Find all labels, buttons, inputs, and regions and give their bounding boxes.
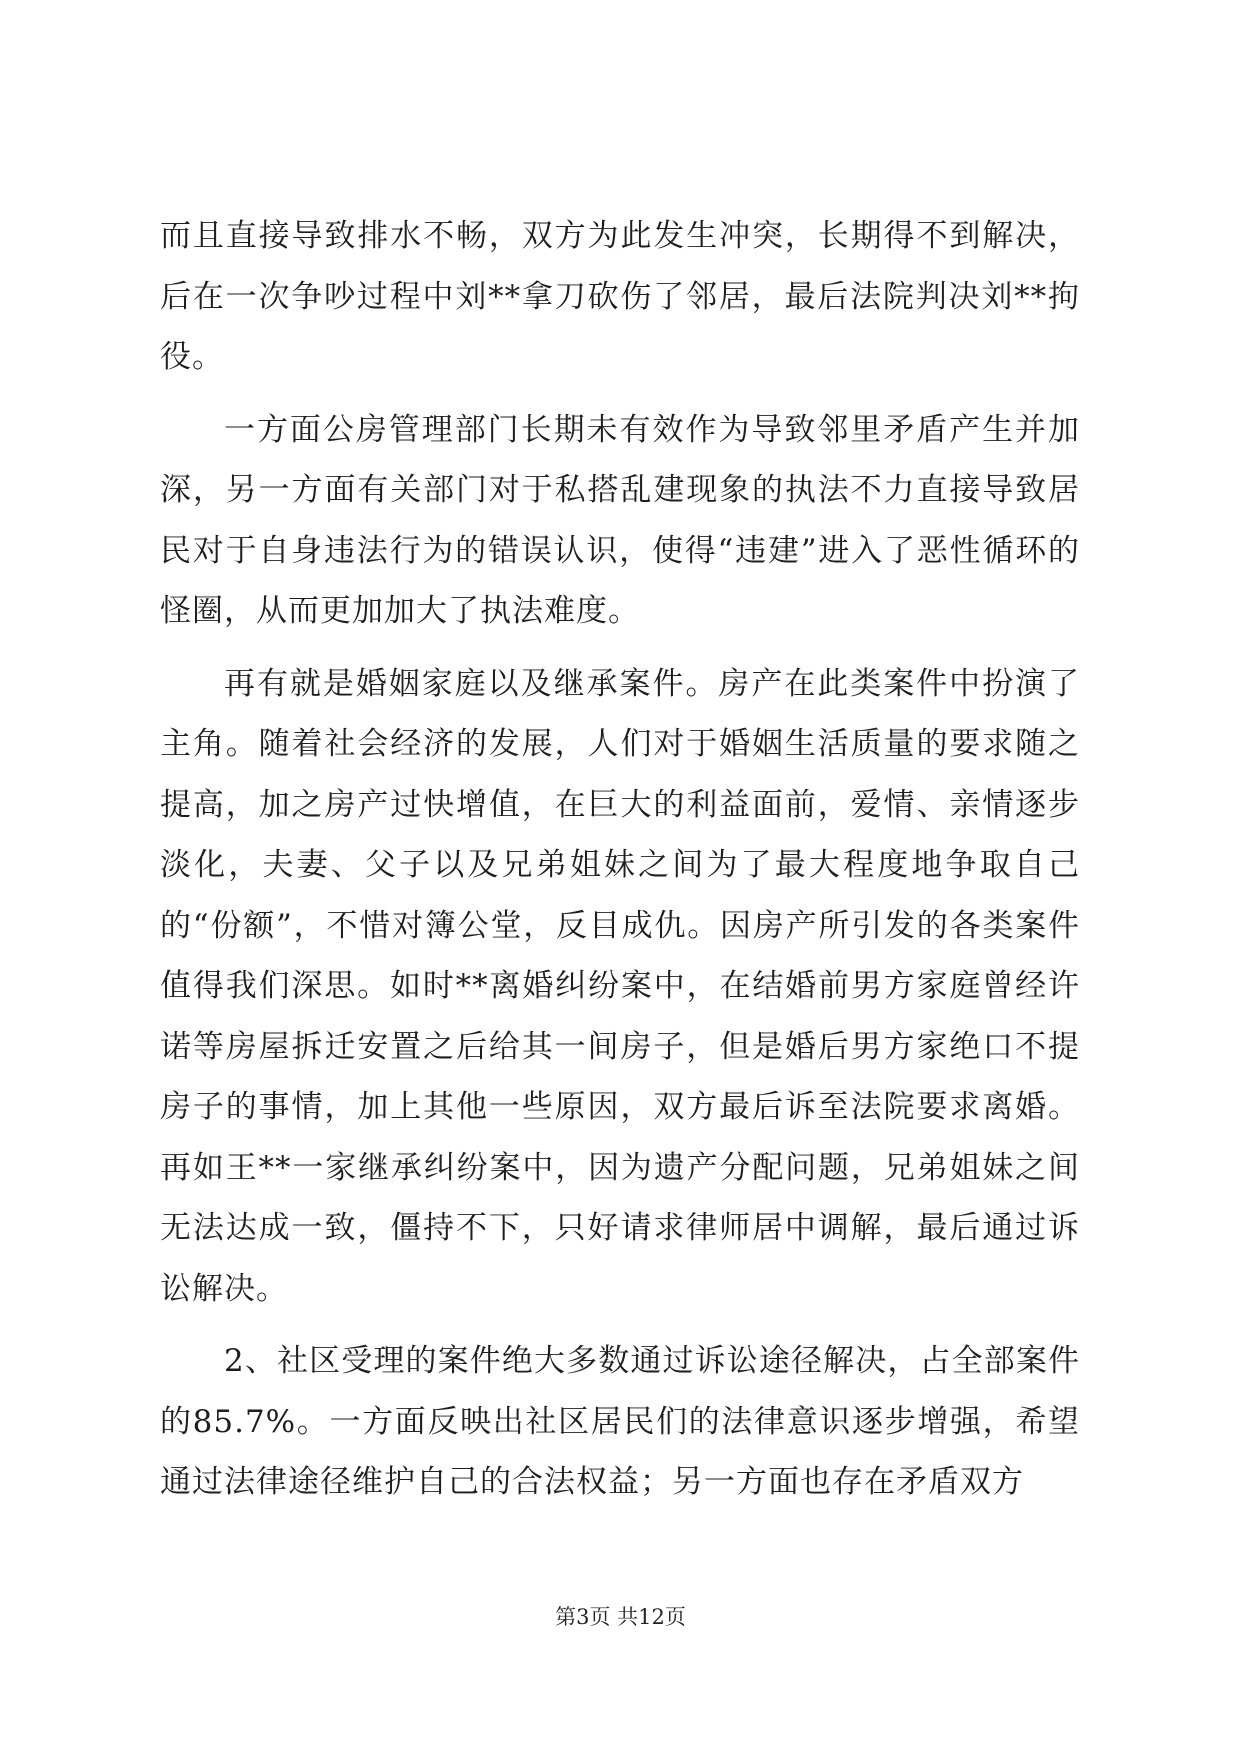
paragraph-marriage-inheritance: 再有就是婚姻家庭以及继承案件。房产在此类案件中扮演了主角。随着社会经济的发展，人们对于婚姻生活质量的要求随之提高，加之房产过快增值，在巨大的利益面前，爱情、亲情逐步淡化，夫妻、父子以及兄弟姐妹之间为了最大程度地争取自己的“份额”，不惜对簿公堂，反目成仇。因房产所引发的各类案件值得我们深思。如时**离婚纠纷案中，在结婚前男方家庭曾经许诺等房屋拆迁安置之后给其一间房子，但是婚后男方家绝口不提房子的事情，加上其他一些原因，双方最后诉至法院要求离婚。再如王**一家继承纠纷案中，因为遗产分配问题，兄弟姐妹之间无法达成一致，僵持不下，只好请求律师居中调解，最后通过诉讼解决。 (160, 665, 1080, 1307)
document-body (160, 206, 1080, 1525)
paragraph-litigation-stat: 2、社区受理的案件绝大多数通过诉讼途径解决，占全部案件的85.7%。一方面反映出社区居民们的法律意识逐步增强，希望通过法律途径维护自己的合法权益；另一方面也存在矛盾双方 (160, 1343, 1080, 1500)
paragraph-continuation: 而且直接导致排水不畅，双方为此发生冲突，长期得不到解决，后在一次争吵过程中刘**拿刀砍伤了邻居，最后法院判决刘**拘役。 (160, 218, 1080, 375)
paragraph-public-housing: 一方面公房管理部门长期未有效作为导致邻里矛盾产生并加深，另一方面有关部门对于私搭乱建现象的执法不力直接导致居民对于自身违法行为的错误认识，使得“违建”进入了恶性循环的怪圈，从而更加加大了执法难度。 (160, 411, 1080, 629)
page-footer: 第3页 共12页 (555, 1605, 686, 1629)
